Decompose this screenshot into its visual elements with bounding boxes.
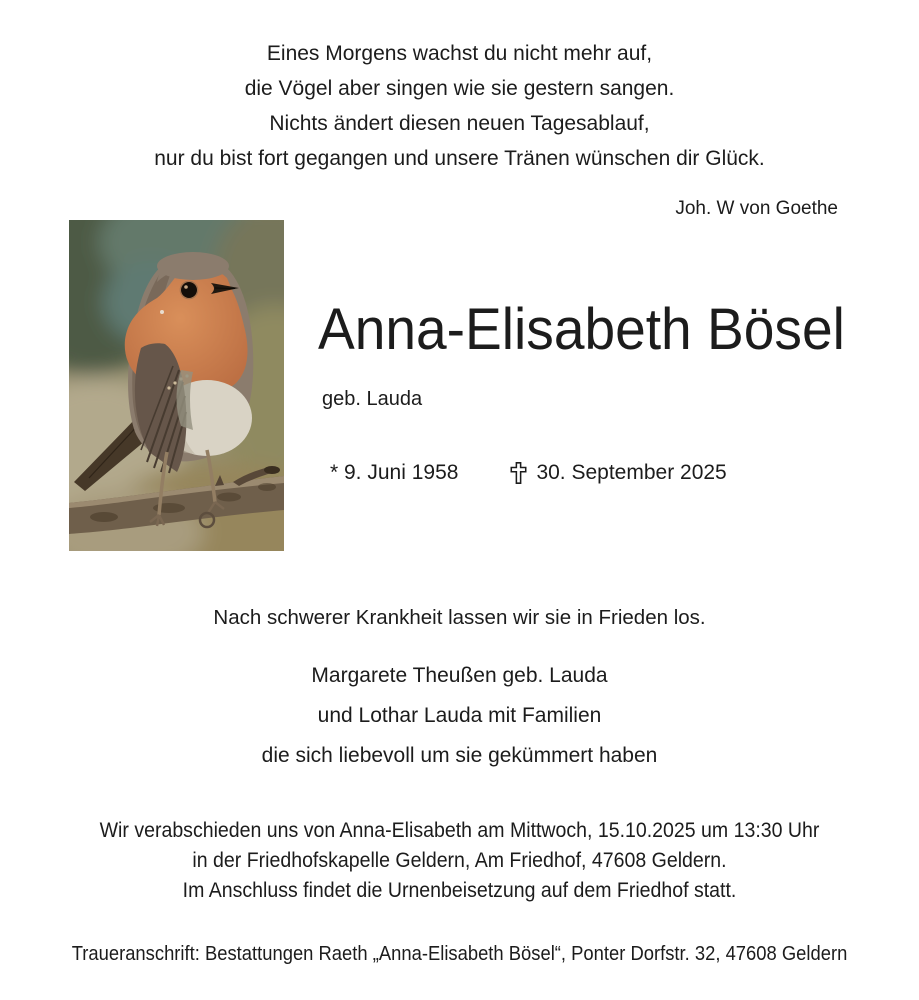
life-dates [330, 461, 727, 485]
service-line: Im Anschluss findet die Urnenbeisetzung auf dem Friedhof statt. [182, 879, 737, 902]
poem-attribution: Joh. W von Goethe [675, 198, 838, 219]
mourner-line: Margarete Theußen geb. Lauda [311, 664, 608, 687]
service-line: in der Friedhofskapelle Geldern, Am Friedhof, 47608 Geldern. [192, 849, 727, 872]
death-date: 30. September 2025 [536, 461, 727, 484]
poem [0, 36, 919, 176]
mourner-line: und Lothar Lauda mit Familien [317, 704, 602, 727]
maiden-name: geb. Lauda [322, 388, 423, 410]
poem-line: Nichts ändert diesen neuen Tagesablauf, [269, 112, 650, 135]
mourner-line: die sich liebevoll um sie gekümmert haben [261, 744, 658, 767]
birth-date: * 9. Juni 1958 [330, 461, 459, 484]
poem-line: Eines Morgens wachst du nicht mehr auf, [266, 42, 653, 65]
mourning-address: Traueranschrift: Bestattungen Raeth „Anna-Elisabeth Bösel“, Ponter Dorfstr. 32, 47608 Geldern [71, 943, 848, 965]
memorial-photo [69, 220, 284, 551]
poem-line: nur du bist fort gegangen und unsere Tränen wünschen dir Glück. [154, 147, 765, 170]
deceased-name: Anna-Elisabeth Bösel [318, 297, 845, 362]
death-date-group [510, 461, 726, 485]
mourners [0, 656, 919, 776]
service-line: Wir verabschieden uns von Anna-Elisabeth am Mittwoch, 15.10.2025 um 13:30 Uhr [99, 819, 820, 842]
service-details [32, 816, 887, 906]
farewell-text: Nach schwerer Krankheit lassen wir sie in Frieden los. [213, 606, 706, 629]
poem-line: die Vögel aber singen wie sie gestern sangen. [244, 77, 675, 100]
outlined-latin-cross-icon [510, 461, 527, 485]
